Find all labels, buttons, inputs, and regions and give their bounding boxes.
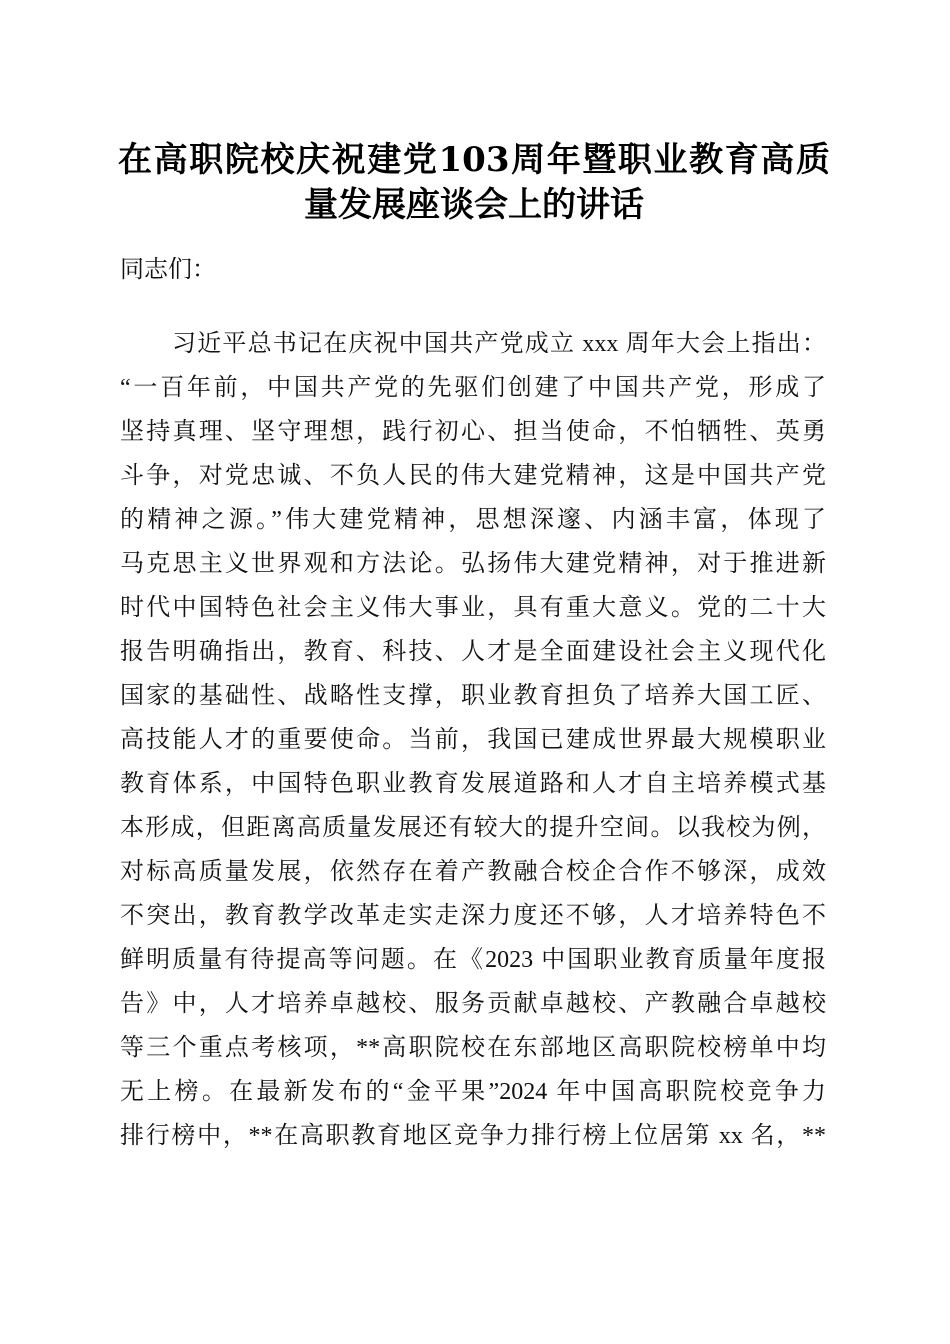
body-line: 排行榜中，**在高职教育地区竞争力排行榜上位居第 xx 名，** <box>120 1123 826 1149</box>
body-line: 对标高质量发展，依然存在着产教融合校企合作不够深，成效 <box>120 859 826 885</box>
document-title-line-1: 在高职院校庆祝建党103周年暨职业教育高质 <box>118 140 830 180</box>
body-line: 斗争，对党忠诚、不负人民的伟大建党精神，这是中国共产党 <box>120 463 826 489</box>
body-line: “一百年前，中国共产党的先驱们创建了中国共产党，形成了 <box>120 375 826 401</box>
body-line: 习近平总书记在庆祝中国共产党成立 xxx 周年大会上指出： <box>172 331 826 357</box>
greeting: 同志们： <box>120 257 216 283</box>
body-line: 的精神之源。”伟大建党精神，思想深邃、内涵丰富，体现了 <box>120 507 826 533</box>
body-line: 教育体系，中国特色职业教育发展道路和人才自主培养模式基 <box>120 771 826 797</box>
body-line: 无上榜。在最新发布的“金平果”2024 年中国高职院校竞争力 <box>120 1079 826 1105</box>
body-line: 等三个重点考核项，**高职院校在东部地区高职院校榜单中均 <box>120 1035 826 1061</box>
body-line: 国家的基础性、战略性支撑，职业教育担负了培养大国工匠、 <box>120 683 826 709</box>
body-line: 马克思主义世界观和方法论。弘扬伟大建党精神，对于推进新 <box>120 551 826 577</box>
body-line: 高技能人才的重要使命。当前，我国已建成世界最大规模职业 <box>120 727 826 753</box>
body-line: 坚持真理、坚守理想，践行初心、担当使命，不怕牺牲、英勇 <box>120 419 826 445</box>
document-title-line-2: 量发展座谈会上的讲话 <box>304 185 644 225</box>
body-line: 报告明确指出，教育、科技、人才是全面建设社会主义现代化 <box>120 639 826 665</box>
body-line: 时代中国特色社会主义伟大事业，具有重大意义。党的二十大 <box>120 595 826 621</box>
body-line: 告》中，人才培养卓越校、服务贡献卓越校、产教融合卓越校 <box>120 991 826 1017</box>
body-line: 不突出，教育教学改革走实走深力度还不够，人才培养特色不 <box>120 903 826 929</box>
body-line: 本形成，但距离高质量发展还有较大的提升空间。以我校为例， <box>120 815 826 841</box>
body-line: 鲜明质量有待提高等问题。在《2023 中国职业教育质量年度报 <box>120 947 826 973</box>
